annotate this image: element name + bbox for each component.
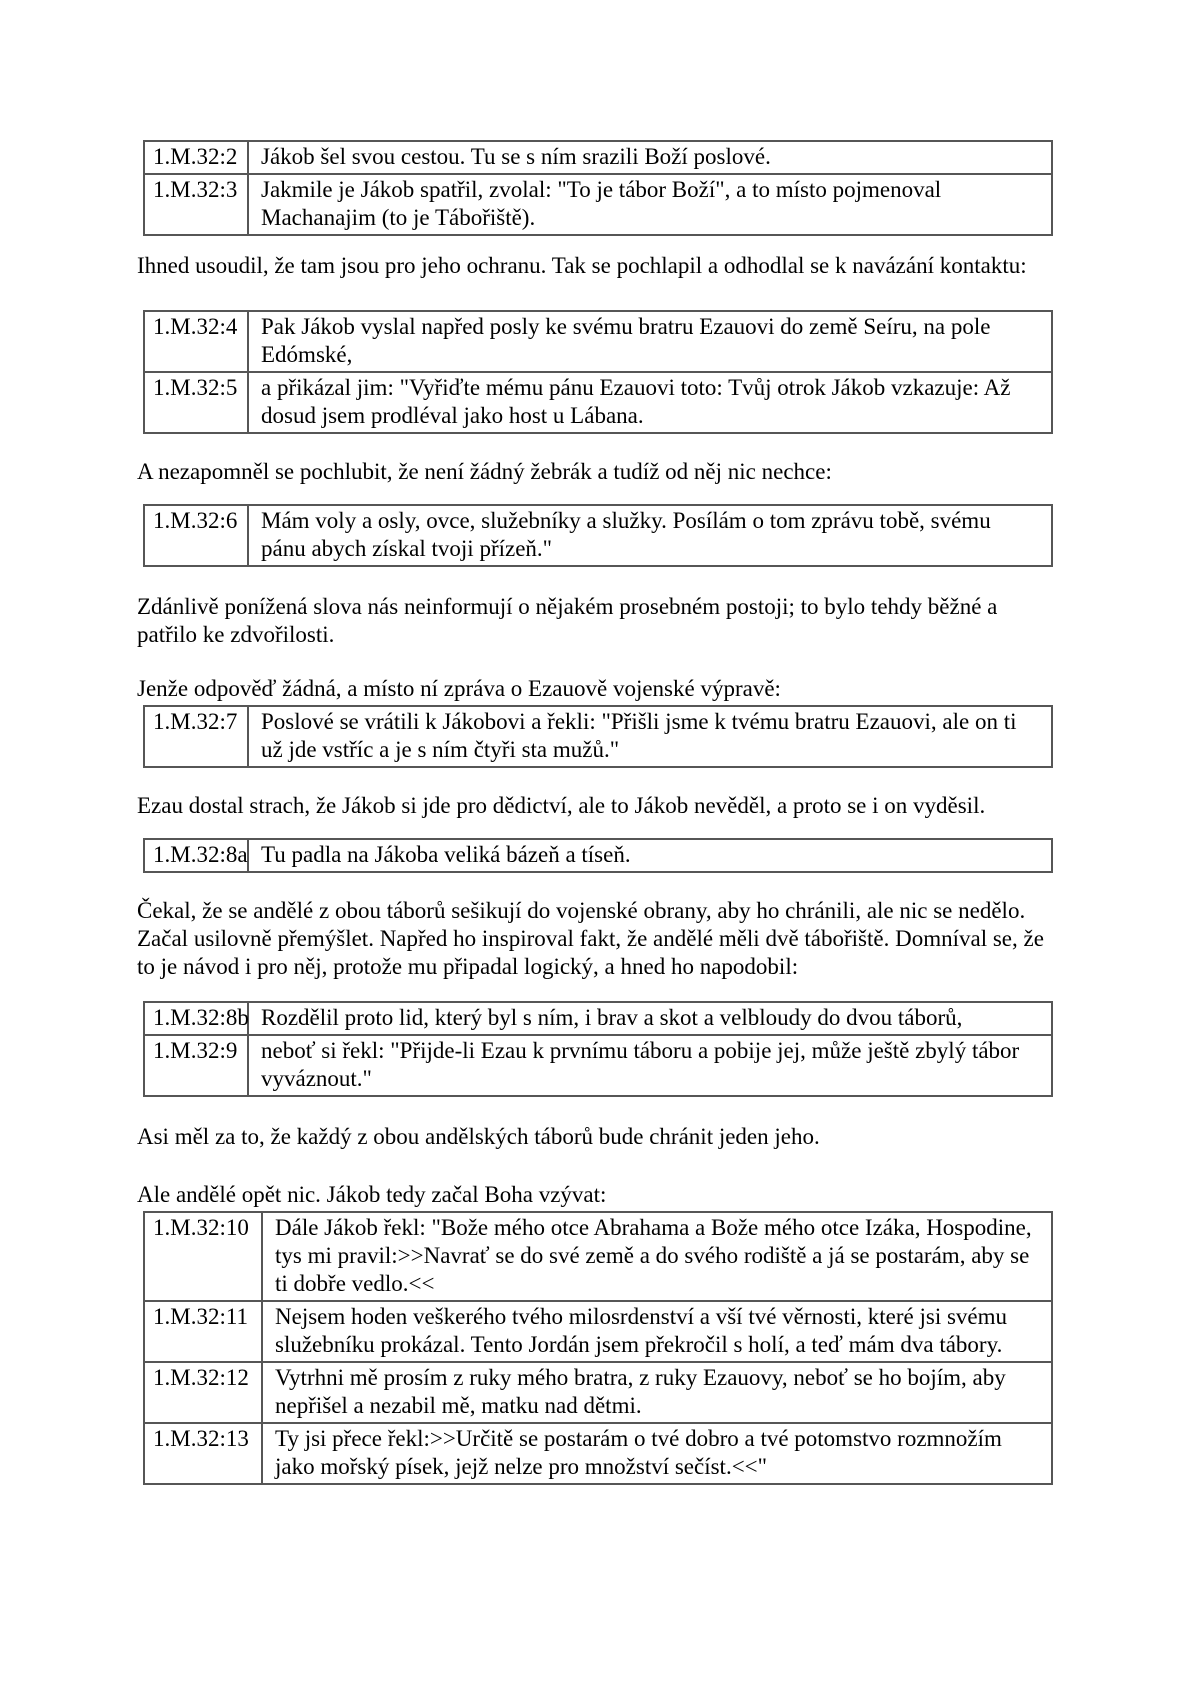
commentary-paragraph: A nezapomněl se pochlubit, že není žádný žebrák a tudíž od něj nic nechce: bbox=[137, 459, 832, 484]
verse-table bbox=[143, 140, 1053, 236]
verse-text: Poslové se vrátili k Jákobovi a řekli: "Přišli jsme k tvému bratru Ezauovi, ale on ti už jde vstříc a je s ním čtyři sta mužů." bbox=[248, 706, 1052, 767]
verse-row bbox=[144, 372, 1052, 433]
commentary-paragraph: Čekal, že se andělé z obou táborů sešikují do vojenské obrany, aby ho chránili, ale nic se nedělo. Začal usilovně přemýšlet. Napřed ho inspiroval fakt, že andělé měli dvě tábořiště. Domníval se, že to je návod i pro něj, protože mu připadal logický, a hned ho napodobil: bbox=[137, 898, 1044, 979]
verse-text: Vytrhni mě prosím z ruky mého bratra, z ruky Ezauovy, neboť se ho bojím, aby nepřišel a nezabil mě, matku nad dětmi. bbox=[262, 1362, 1052, 1423]
verse-row bbox=[144, 1212, 1052, 1301]
verse-ref: 1.M.32:11 bbox=[144, 1301, 262, 1362]
commentary-paragraph: Ihned usoudil, že tam jsou pro jeho ochranu. Tak se pochlapil a odhodlal se k navázání kontaktu: bbox=[137, 253, 1027, 278]
commentary-paragraph: Ezau dostal strach, že Jákob si jde pro dědictví, ale to Jákob nevěděl, a proto se i on vyděsil. bbox=[137, 793, 986, 818]
verse-table bbox=[143, 310, 1053, 434]
verse-ref: 1.M.32:10 bbox=[144, 1212, 262, 1301]
verse-ref: 1.M.32:4 bbox=[144, 311, 248, 372]
verse-row bbox=[144, 839, 1052, 872]
verse-table bbox=[143, 1001, 1053, 1097]
verse-ref: 1.M.32:6 bbox=[144, 505, 248, 566]
commentary-paragraph: Jenže odpověď žádná, a místo ní zpráva o Ezauově vojenské výpravě: bbox=[137, 676, 781, 701]
verse-table bbox=[143, 504, 1053, 567]
verse-text: Pak Jákob vyslal napřed posly ke svému bratru Ezauovi do země Seíru, na pole Edómské, bbox=[248, 311, 1052, 372]
commentary-paragraph: Ale andělé opět nic. Jákob tedy začal Boha vzývat: bbox=[137, 1182, 607, 1207]
verse-row bbox=[144, 141, 1052, 174]
verse-ref: 1.M.32:7 bbox=[144, 706, 248, 767]
verse-text: Ty jsi přece řekl:>>Určitě se postarám o tvé dobro a tvé potomstvo rozmnožím jako mořský písek, jejž nelze pro množství sečíst.<<" bbox=[262, 1423, 1052, 1484]
verse-row bbox=[144, 311, 1052, 372]
verse-ref: 1.M.32:9 bbox=[144, 1035, 248, 1096]
verse-ref: 1.M.32:13 bbox=[144, 1423, 262, 1484]
verse-row bbox=[144, 1301, 1052, 1362]
verse-row bbox=[144, 706, 1052, 767]
verse-row bbox=[144, 1423, 1052, 1484]
verse-ref: 1.M.32:8b bbox=[144, 1002, 248, 1035]
verse-row bbox=[144, 1035, 1052, 1096]
verse-text: Jakmile je Jákob spatřil, zvolal: "To je tábor Boží", a to místo pojmenoval Machanajim (to je Tábořiště). bbox=[248, 174, 1052, 235]
verse-text: Tu padla na Jákoba veliká bázeň a tíseň. bbox=[248, 839, 1052, 872]
verse-row bbox=[144, 1002, 1052, 1035]
commentary-paragraph: Asi měl za to, že každý z obou andělských táborů bude chránit jeden jeho. bbox=[137, 1124, 820, 1149]
verse-ref: 1.M.32:5 bbox=[144, 372, 248, 433]
verse-text: Mám voly a osly, ovce, služebníky a služky. Posílám o tom zprávu tobě, svému pánu abych získal tvoji přízeň." bbox=[248, 505, 1052, 566]
verse-row bbox=[144, 174, 1052, 235]
verse-text: Jákob šel svou cestou. Tu se s ním srazili Boží poslové. bbox=[248, 141, 1052, 174]
verse-text: Rozdělil proto lid, který byl s ním, i brav a skot a velbloudy do dvou táborů, bbox=[248, 1002, 1052, 1035]
verse-row bbox=[144, 1362, 1052, 1423]
verse-ref: 1.M.32:2 bbox=[144, 141, 248, 174]
verse-table bbox=[143, 1211, 1053, 1485]
verse-text: neboť si řekl: "Přijde-li Ezau k prvnímu táboru a pobije jej, může ještě zbylý tábor vyváznout." bbox=[248, 1035, 1052, 1096]
verse-ref: 1.M.32:8a bbox=[144, 839, 248, 872]
verse-text: Nejsem hoden veškerého tvého milosrdenství a vší tvé věrnosti, které jsi svému služebníku prokázal. Tento Jordán jsem překročil s holí, a teď mám dva tábory. bbox=[262, 1301, 1052, 1362]
verse-ref: 1.M.32:3 bbox=[144, 174, 248, 235]
verse-table bbox=[143, 705, 1053, 768]
verse-text: a přikázal jim: "Vyřiďte mému pánu Ezauovi toto: Tvůj otrok Jákob vzkazuje: Až dosud jsem prodléval jako host u Lábana. bbox=[248, 372, 1052, 433]
verse-table bbox=[143, 838, 1053, 873]
verse-row bbox=[144, 505, 1052, 566]
commentary-paragraph: Zdánlivě ponížená slova nás neinformují o nějakém prosebném postoji; to bylo tehdy běžné a patřilo ke zdvořilosti. bbox=[137, 594, 998, 647]
verse-text: Dále Jákob řekl: "Bože mého otce Abrahama a Bože mého otce Izáka, Hospodine, tys mi pravil:>>Navrať se do své země a do svého rodiště a já se postarám, aby se ti dobře vedlo.<< bbox=[262, 1212, 1052, 1301]
verse-ref: 1.M.32:12 bbox=[144, 1362, 262, 1423]
